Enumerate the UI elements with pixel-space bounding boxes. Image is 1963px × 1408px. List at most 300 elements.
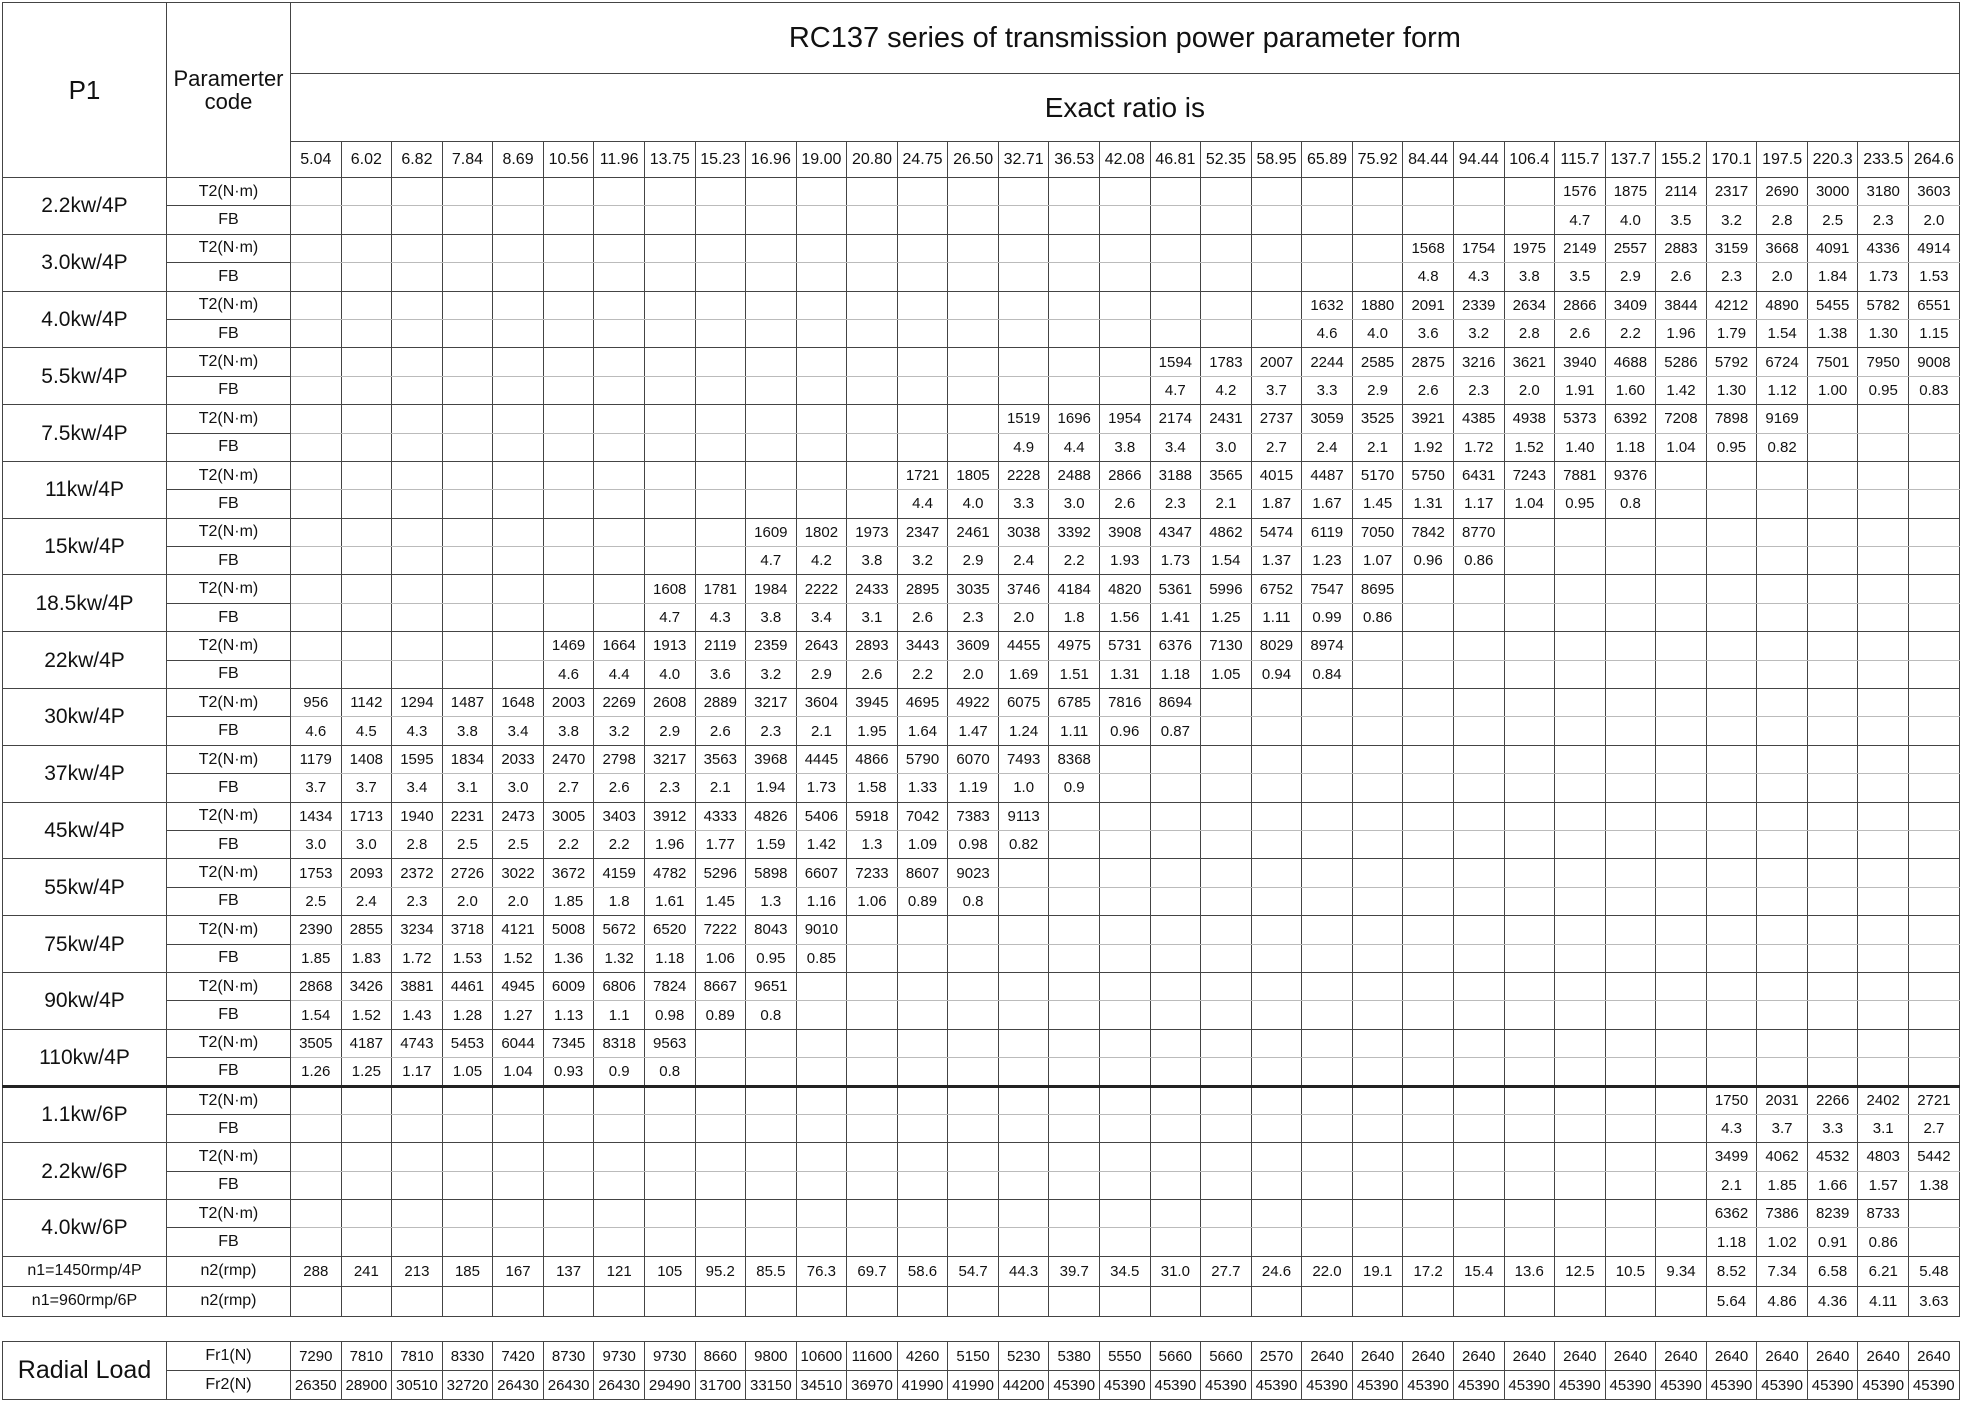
service-factor-value: 1.52 bbox=[493, 944, 544, 972]
empty-cell bbox=[442, 433, 493, 461]
empty-cell bbox=[746, 348, 797, 376]
torque-value: 1753 bbox=[291, 859, 342, 887]
empty-cell bbox=[746, 1286, 797, 1316]
torque-value: 7842 bbox=[1403, 518, 1454, 546]
service-factor-value: 1.05 bbox=[1201, 660, 1252, 688]
service-factor-value: 3.0 bbox=[291, 830, 342, 858]
empty-cell bbox=[1504, 206, 1555, 234]
empty-cell bbox=[1100, 887, 1151, 915]
torque-value: 2855 bbox=[341, 916, 392, 944]
torque-value: 8694 bbox=[1150, 689, 1201, 717]
ratio-header-cell: 264.6 bbox=[1909, 142, 1960, 178]
empty-cell bbox=[948, 348, 999, 376]
torque-value: 9113 bbox=[998, 802, 1049, 830]
empty-cell bbox=[1352, 1286, 1403, 1316]
empty-cell bbox=[1201, 1086, 1252, 1114]
empty-cell bbox=[796, 1086, 847, 1114]
torque-value: 4782 bbox=[644, 859, 695, 887]
motor-power-label: 2.2kw/6P bbox=[3, 1143, 167, 1200]
empty-cell bbox=[1858, 689, 1909, 717]
service-factor-value: 1.13 bbox=[543, 1001, 594, 1029]
torque-value: 4385 bbox=[1453, 405, 1504, 433]
empty-cell bbox=[1251, 1228, 1302, 1256]
service-factor-value: 2.0 bbox=[1504, 376, 1555, 404]
param-code-header: Paramerter code bbox=[167, 3, 291, 178]
motor-power-label: 11kw/4P bbox=[3, 461, 167, 518]
empty-cell bbox=[1555, 632, 1606, 660]
empty-cell bbox=[695, 263, 746, 291]
empty-cell bbox=[1909, 689, 1960, 717]
torque-value: 2222 bbox=[796, 575, 847, 603]
torque-code-label: T2(N·m) bbox=[167, 234, 291, 262]
empty-cell bbox=[543, 1200, 594, 1228]
torque-value: 6724 bbox=[1757, 348, 1808, 376]
empty-cell bbox=[1757, 1058, 1808, 1086]
empty-cell bbox=[746, 206, 797, 234]
torque-value: 4862 bbox=[1201, 518, 1252, 546]
empty-cell bbox=[1453, 575, 1504, 603]
empty-cell bbox=[1352, 774, 1403, 802]
empty-cell bbox=[998, 206, 1049, 234]
empty-cell bbox=[442, 1286, 493, 1316]
radial-load-value: 2640 bbox=[1807, 1342, 1858, 1371]
service-factor-value: 0.9 bbox=[1049, 774, 1100, 802]
empty-cell bbox=[594, 433, 645, 461]
torque-value: 4890 bbox=[1757, 291, 1808, 319]
empty-cell bbox=[493, 1286, 544, 1316]
service-factor-value: 0.84 bbox=[1302, 660, 1353, 688]
empty-cell bbox=[1302, 206, 1353, 234]
torque-value: 7898 bbox=[1706, 405, 1757, 433]
service-factor-code-label: FB bbox=[167, 717, 291, 745]
empty-cell bbox=[1453, 944, 1504, 972]
empty-cell bbox=[847, 1200, 898, 1228]
empty-cell bbox=[644, 1286, 695, 1316]
service-factor-value: 2.5 bbox=[493, 830, 544, 858]
empty-cell bbox=[594, 1228, 645, 1256]
empty-cell bbox=[1251, 802, 1302, 830]
torque-value: 3392 bbox=[1049, 518, 1100, 546]
empty-cell bbox=[1302, 1171, 1353, 1199]
torque-value: 4187 bbox=[341, 1029, 392, 1057]
empty-cell bbox=[1453, 1086, 1504, 1114]
empty-cell bbox=[291, 433, 342, 461]
torque-code-label: T2(N·m) bbox=[167, 291, 291, 319]
service-factor-value: 2.3 bbox=[746, 717, 797, 745]
radial-load-value: 45390 bbox=[1100, 1371, 1151, 1400]
service-factor-value: 2.3 bbox=[1150, 490, 1201, 518]
empty-cell bbox=[1504, 660, 1555, 688]
empty-cell bbox=[1706, 802, 1757, 830]
empty-cell bbox=[1049, 1286, 1100, 1316]
empty-cell bbox=[746, 1200, 797, 1228]
service-factor-value: 2.6 bbox=[1403, 376, 1454, 404]
empty-cell bbox=[1150, 234, 1201, 262]
service-factor-value: 0.99 bbox=[1302, 603, 1353, 631]
empty-cell bbox=[1100, 916, 1151, 944]
empty-cell bbox=[897, 1200, 948, 1228]
torque-value: 3499 bbox=[1706, 1143, 1757, 1171]
empty-cell bbox=[1909, 802, 1960, 830]
radial-load-value: 45390 bbox=[1049, 1371, 1100, 1400]
empty-cell bbox=[998, 376, 1049, 404]
output-speed-value: 288 bbox=[291, 1256, 342, 1286]
torque-value: 4743 bbox=[392, 1029, 443, 1057]
empty-cell bbox=[1605, 603, 1656, 631]
empty-cell bbox=[1049, 1200, 1100, 1228]
torque-value: 4461 bbox=[442, 972, 493, 1000]
empty-cell bbox=[1555, 830, 1606, 858]
empty-cell bbox=[493, 1228, 544, 1256]
radial-load-value: 2640 bbox=[1302, 1342, 1353, 1371]
torque-value: 6520 bbox=[644, 916, 695, 944]
torque-value: 4091 bbox=[1807, 234, 1858, 262]
empty-cell bbox=[1150, 319, 1201, 347]
service-factor-value: 4.5 bbox=[341, 717, 392, 745]
empty-cell bbox=[392, 319, 443, 347]
empty-cell bbox=[1757, 461, 1808, 489]
output-speed-value: 19.1 bbox=[1352, 1256, 1403, 1286]
empty-cell bbox=[543, 376, 594, 404]
empty-cell bbox=[1807, 660, 1858, 688]
empty-cell bbox=[1403, 1286, 1454, 1316]
torque-value: 2634 bbox=[1504, 291, 1555, 319]
empty-cell bbox=[1605, 1286, 1656, 1316]
empty-cell bbox=[847, 1058, 898, 1086]
service-factor-value: 1.72 bbox=[1453, 433, 1504, 461]
service-factor-value: 3.0 bbox=[1049, 490, 1100, 518]
empty-cell bbox=[695, 1058, 746, 1086]
service-factor-value: 1.18 bbox=[1150, 660, 1201, 688]
radial-load-value: 10600 bbox=[796, 1342, 847, 1371]
service-factor-value: 0.87 bbox=[1150, 717, 1201, 745]
service-factor-value: 1.07 bbox=[1352, 547, 1403, 575]
torque-value: 9008 bbox=[1909, 348, 1960, 376]
empty-cell bbox=[1909, 1200, 1960, 1228]
service-factor-code-label: FB bbox=[167, 660, 291, 688]
torque-value: 2231 bbox=[442, 802, 493, 830]
torque-value: 3565 bbox=[1201, 461, 1252, 489]
empty-cell bbox=[493, 660, 544, 688]
torque-value: 3035 bbox=[948, 575, 999, 603]
empty-cell bbox=[392, 291, 443, 319]
empty-cell bbox=[291, 1086, 342, 1114]
ratio-header-cell: 84.44 bbox=[1403, 142, 1454, 178]
empty-cell bbox=[543, 490, 594, 518]
empty-cell bbox=[341, 1086, 392, 1114]
output-speed-value: 4.36 bbox=[1807, 1286, 1858, 1316]
empty-cell bbox=[543, 461, 594, 489]
empty-cell bbox=[543, 1228, 594, 1256]
service-factor-value: 3.3 bbox=[998, 490, 1049, 518]
service-factor-value: 3.4 bbox=[493, 717, 544, 745]
radial-load-value: 36970 bbox=[847, 1371, 898, 1400]
empty-cell bbox=[1605, 830, 1656, 858]
empty-cell bbox=[1706, 972, 1757, 1000]
radial-load-value: 45390 bbox=[1858, 1371, 1909, 1400]
torque-value: 1750 bbox=[1706, 1086, 1757, 1114]
torque-value: 7050 bbox=[1352, 518, 1403, 546]
empty-cell bbox=[897, 1029, 948, 1057]
torque-value: 5918 bbox=[847, 802, 898, 830]
torque-value: 4333 bbox=[695, 802, 746, 830]
empty-cell bbox=[1403, 1029, 1454, 1057]
torque-value: 7243 bbox=[1504, 461, 1555, 489]
empty-cell bbox=[543, 405, 594, 433]
empty-cell bbox=[1302, 972, 1353, 1000]
empty-cell bbox=[1302, 1114, 1353, 1142]
empty-cell bbox=[1605, 916, 1656, 944]
empty-cell bbox=[442, 490, 493, 518]
empty-cell bbox=[1555, 1171, 1606, 1199]
service-factor-value: 2.7 bbox=[1909, 1114, 1960, 1142]
torque-value: 3505 bbox=[291, 1029, 342, 1057]
torque-value: 1984 bbox=[746, 575, 797, 603]
radial-load-value: 2640 bbox=[1757, 1342, 1808, 1371]
service-factor-value: 0.96 bbox=[1100, 717, 1151, 745]
torque-value: 7208 bbox=[1656, 405, 1707, 433]
service-factor-value: 2.5 bbox=[442, 830, 493, 858]
service-factor-value: 3.4 bbox=[796, 603, 847, 631]
empty-cell bbox=[442, 660, 493, 688]
empty-cell bbox=[796, 291, 847, 319]
empty-cell bbox=[493, 632, 544, 660]
empty-cell bbox=[1352, 689, 1403, 717]
empty-cell bbox=[1504, 1228, 1555, 1256]
empty-cell bbox=[644, 547, 695, 575]
empty-cell bbox=[847, 461, 898, 489]
output-speed-code-label: n2(rmp) bbox=[167, 1256, 291, 1286]
empty-cell bbox=[796, 1228, 847, 1256]
torque-value: 2372 bbox=[392, 859, 443, 887]
empty-cell bbox=[695, 490, 746, 518]
torque-value: 3525 bbox=[1352, 405, 1403, 433]
torque-code-label: T2(N·m) bbox=[167, 916, 291, 944]
radial-load-value: 8730 bbox=[543, 1342, 594, 1371]
service-factor-value: 1.73 bbox=[1858, 263, 1909, 291]
torque-value: 6551 bbox=[1909, 291, 1960, 319]
empty-cell bbox=[341, 1286, 392, 1316]
service-factor-value: 1.43 bbox=[392, 1001, 443, 1029]
empty-cell bbox=[1352, 1171, 1403, 1199]
empty-cell bbox=[1555, 1114, 1606, 1142]
radial-load-code-label: Fr1(N) bbox=[167, 1342, 291, 1371]
empty-cell bbox=[796, 348, 847, 376]
empty-cell bbox=[291, 291, 342, 319]
empty-cell bbox=[1757, 518, 1808, 546]
torque-value: 6070 bbox=[948, 745, 999, 773]
empty-cell bbox=[594, 1086, 645, 1114]
empty-cell bbox=[442, 547, 493, 575]
empty-cell bbox=[392, 376, 443, 404]
empty-cell bbox=[1858, 972, 1909, 1000]
empty-cell bbox=[1251, 972, 1302, 1000]
empty-cell bbox=[1403, 689, 1454, 717]
ratio-header-cell: 137.7 bbox=[1605, 142, 1656, 178]
empty-cell bbox=[1555, 745, 1606, 773]
torque-value: 2244 bbox=[1302, 348, 1353, 376]
radial-load-value: 45390 bbox=[1302, 1371, 1353, 1400]
torque-value: 2093 bbox=[341, 859, 392, 887]
torque-value: 4184 bbox=[1049, 575, 1100, 603]
torque-value: 3621 bbox=[1504, 348, 1555, 376]
service-factor-value: 1.31 bbox=[1100, 660, 1151, 688]
empty-cell bbox=[1706, 632, 1757, 660]
ratio-header-cell: 13.75 bbox=[644, 142, 695, 178]
empty-cell bbox=[1605, 1001, 1656, 1029]
empty-cell bbox=[1605, 1029, 1656, 1057]
empty-cell bbox=[1100, 944, 1151, 972]
service-factor-value: 1.36 bbox=[543, 944, 594, 972]
radial-load-value: 32720 bbox=[442, 1371, 493, 1400]
empty-cell bbox=[1100, 1228, 1151, 1256]
empty-cell bbox=[746, 461, 797, 489]
service-factor-value: 1.94 bbox=[746, 774, 797, 802]
ratio-header-cell: 24.75 bbox=[897, 142, 948, 178]
empty-cell bbox=[341, 1114, 392, 1142]
empty-cell bbox=[1555, 859, 1606, 887]
empty-cell bbox=[1453, 830, 1504, 858]
empty-cell bbox=[1453, 1200, 1504, 1228]
empty-cell bbox=[392, 547, 443, 575]
empty-cell bbox=[796, 263, 847, 291]
service-factor-value: 1.38 bbox=[1909, 1171, 1960, 1199]
empty-cell bbox=[847, 1114, 898, 1142]
torque-value: 1294 bbox=[392, 689, 443, 717]
empty-cell bbox=[1100, 1171, 1151, 1199]
torque-value: 2726 bbox=[442, 859, 493, 887]
torque-value: 8733 bbox=[1858, 1200, 1909, 1228]
service-factor-value: 2.0 bbox=[998, 603, 1049, 631]
output-speed-value: 22.0 bbox=[1302, 1256, 1353, 1286]
radial-load-value: 5150 bbox=[948, 1342, 999, 1371]
service-factor-value: 2.6 bbox=[1656, 263, 1707, 291]
empty-cell bbox=[1352, 1114, 1403, 1142]
empty-cell bbox=[1605, 1058, 1656, 1086]
empty-cell bbox=[493, 348, 544, 376]
empty-cell bbox=[392, 405, 443, 433]
radial-load-value: 5230 bbox=[998, 1342, 1049, 1371]
empty-cell bbox=[1858, 547, 1909, 575]
empty-cell bbox=[1909, 859, 1960, 887]
ratio-header-cell: 15.23 bbox=[695, 142, 746, 178]
service-factor-value: 1.79 bbox=[1706, 319, 1757, 347]
torque-value: 5455 bbox=[1807, 291, 1858, 319]
empty-cell bbox=[442, 1114, 493, 1142]
service-factor-value: 1.09 bbox=[897, 830, 948, 858]
empty-cell bbox=[746, 376, 797, 404]
empty-cell bbox=[1352, 802, 1403, 830]
output-speed-value: 17.2 bbox=[1403, 1256, 1454, 1286]
empty-cell bbox=[897, 1286, 948, 1316]
torque-value: 2228 bbox=[998, 461, 1049, 489]
radial-load-value: 7420 bbox=[493, 1342, 544, 1371]
empty-cell bbox=[594, 1114, 645, 1142]
empty-cell bbox=[341, 376, 392, 404]
empty-cell bbox=[746, 263, 797, 291]
torque-value: 9169 bbox=[1757, 405, 1808, 433]
empty-cell bbox=[1100, 1058, 1151, 1086]
service-factor-value: 1.52 bbox=[341, 1001, 392, 1029]
service-factor-value: 2.9 bbox=[1352, 376, 1403, 404]
service-factor-value: 1.23 bbox=[1302, 547, 1353, 575]
empty-cell bbox=[1504, 1171, 1555, 1199]
empty-cell bbox=[1049, 802, 1100, 830]
empty-cell bbox=[998, 1200, 1049, 1228]
service-factor-value: 2.4 bbox=[998, 547, 1049, 575]
empty-cell bbox=[897, 405, 948, 433]
service-factor-value: 3.8 bbox=[543, 717, 594, 745]
torque-code-label: T2(N·m) bbox=[167, 689, 291, 717]
torque-value: 5373 bbox=[1555, 405, 1606, 433]
empty-cell bbox=[1403, 717, 1454, 745]
torque-value: 8974 bbox=[1302, 632, 1353, 660]
empty-cell bbox=[1504, 887, 1555, 915]
table-title: RC137 series of transmission power parameter form bbox=[291, 3, 1960, 74]
radial-load-value: 34510 bbox=[796, 1371, 847, 1400]
torque-value: 2390 bbox=[291, 916, 342, 944]
empty-cell bbox=[493, 1114, 544, 1142]
empty-cell bbox=[1352, 717, 1403, 745]
service-factor-value: 3.7 bbox=[341, 774, 392, 802]
empty-cell bbox=[1807, 717, 1858, 745]
service-factor-value: 2.3 bbox=[1858, 206, 1909, 234]
empty-cell bbox=[1656, 1029, 1707, 1057]
empty-cell bbox=[847, 291, 898, 319]
torque-value: 8043 bbox=[746, 916, 797, 944]
torque-value: 2266 bbox=[1807, 1086, 1858, 1114]
empty-cell bbox=[796, 1143, 847, 1171]
service-factor-value: 1.69 bbox=[998, 660, 1049, 688]
empty-cell bbox=[1302, 1086, 1353, 1114]
empty-cell bbox=[341, 547, 392, 575]
empty-cell bbox=[1251, 887, 1302, 915]
empty-cell bbox=[695, 319, 746, 347]
empty-cell bbox=[897, 944, 948, 972]
service-factor-value: 0.89 bbox=[897, 887, 948, 915]
empty-cell bbox=[291, 490, 342, 518]
empty-cell bbox=[392, 1286, 443, 1316]
empty-cell bbox=[1453, 972, 1504, 1000]
torque-value: 3603 bbox=[1909, 178, 1960, 206]
torque-value: 2895 bbox=[897, 575, 948, 603]
empty-cell bbox=[1504, 717, 1555, 745]
service-factor-value: 1.96 bbox=[1656, 319, 1707, 347]
torque-value: 4922 bbox=[948, 689, 999, 717]
empty-cell bbox=[594, 291, 645, 319]
empty-cell bbox=[1302, 859, 1353, 887]
empty-cell bbox=[1453, 1114, 1504, 1142]
service-factor-value: 1.04 bbox=[1656, 433, 1707, 461]
empty-cell bbox=[1403, 1058, 1454, 1086]
service-factor-value: 1.72 bbox=[392, 944, 443, 972]
ratio-header-cell: 75.92 bbox=[1352, 142, 1403, 178]
radial-load-value: 5660 bbox=[1150, 1342, 1201, 1371]
service-factor-value: 3.8 bbox=[442, 717, 493, 745]
service-factor-value: 0.8 bbox=[644, 1058, 695, 1086]
empty-cell bbox=[291, 1228, 342, 1256]
empty-cell bbox=[897, 1114, 948, 1142]
empty-cell bbox=[644, 291, 695, 319]
empty-cell bbox=[1201, 1001, 1252, 1029]
empty-cell bbox=[1605, 1143, 1656, 1171]
empty-cell bbox=[1352, 1058, 1403, 1086]
empty-cell bbox=[695, 1029, 746, 1057]
empty-cell bbox=[1049, 291, 1100, 319]
service-factor-value: 4.0 bbox=[1352, 319, 1403, 347]
empty-cell bbox=[948, 1058, 999, 1086]
service-factor-value: 1.30 bbox=[1858, 319, 1909, 347]
